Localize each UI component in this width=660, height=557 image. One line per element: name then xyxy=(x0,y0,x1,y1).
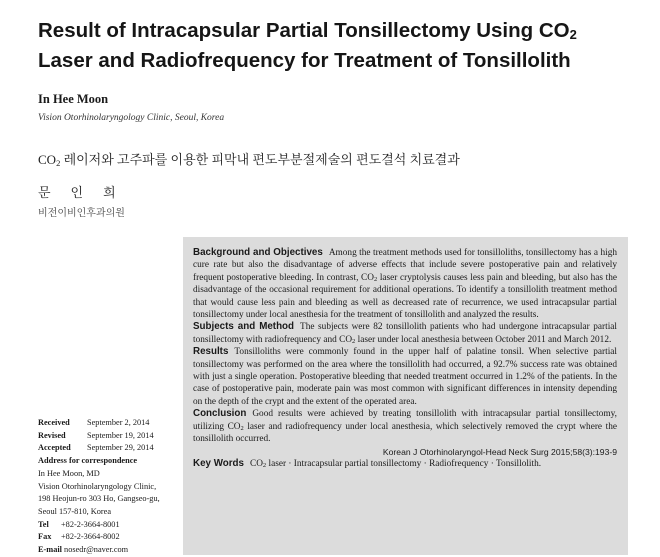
email-value: nosedr@naver.com xyxy=(64,545,129,555)
tel-value: +82-2-3664-8001 xyxy=(61,519,120,529)
conclusion-text-a: Good results were achieved by treating tonsillolith with intracapsular partial tonsillectomy, utilizing CO xyxy=(193,409,617,432)
keywords-text-b: laser · Intracapsular partial tonsillectomy · Radiofrequency · Tonsillolith. xyxy=(266,458,542,469)
abstract-results xyxy=(193,346,617,408)
keywords-heading: Key Words xyxy=(193,457,244,469)
keywords-text-a: CO xyxy=(250,458,263,469)
background-heading: Background and Objectives xyxy=(193,247,323,258)
subjects-text-b: laser under local anesthesia between October 2011 and March 2012. xyxy=(355,334,612,345)
accepted-date: September 29, 2014 xyxy=(87,443,154,453)
title-line1: Result of Intracapsular Partial Tonsillectomy Using CO xyxy=(38,19,570,42)
keywords-subscript: 2 xyxy=(262,461,267,469)
results-heading: Results xyxy=(193,346,229,358)
article-title xyxy=(38,16,648,76)
address-line: In Hee Moon, MD xyxy=(38,468,100,478)
results-text: Tonsilloliths were commonly found in the upper half of palatine tonsil. When selective partial tonsillectomy was performed on the area where the tonsillolith had occurred, a 92.7% success rate was obtained with just a single operation. Postoperative bleeding that needed treatment occurred in 1.2% of the patients. In the case of postoperative pain, moderate pain was most common with significant differences in intensity depending on the depth of the crypt and the extent of the operated area. xyxy=(193,347,617,407)
email-row xyxy=(38,544,188,557)
fax-label: Fax xyxy=(38,532,52,542)
tel-label: Tel xyxy=(38,519,49,529)
conclusion-heading: Conclusion xyxy=(193,408,247,420)
author-name-en: In Hee Moon xyxy=(38,92,109,106)
received-row xyxy=(38,417,188,430)
subjects-text-a: The subjects were 82 tonsillolith patients who had undergone intracapsular partial tonsillectomy with radiofrequency and CO xyxy=(193,322,617,345)
address-line: 198 Heojun-ro 303 Ho, Gangseo-gu, xyxy=(38,494,160,504)
abstract-keywords xyxy=(193,458,617,470)
abstract-box xyxy=(183,237,628,555)
address-line: Vision Otorhinolaryngology Clinic, xyxy=(38,481,157,491)
background-subscript: 2 xyxy=(373,275,378,283)
conclusion-subscript: 2 xyxy=(240,424,244,432)
fax-value: +82-2-3664-8002 xyxy=(61,532,120,542)
email-label: E-mail xyxy=(38,545,62,555)
accepted-label: Accepted xyxy=(38,443,71,453)
address-line: Seoul 157-810, Korea xyxy=(38,506,112,516)
title-subscript: 2 xyxy=(569,27,577,42)
title-korean xyxy=(38,149,460,168)
revised-label: Revised xyxy=(38,430,66,440)
author-name-kr: 문인희 xyxy=(38,185,136,200)
journal-citation: Korean J Otorhinolaryngol-Head Neck Surg 2015;58(3):193-9 xyxy=(382,446,617,457)
article-metadata xyxy=(38,417,188,557)
subjects-subscript: 2 xyxy=(352,337,356,345)
revised-row xyxy=(38,430,188,443)
title-kr-rest: 레이저와 고주파를 이용한 피막내 편도부분절제술의 편도결석 치료결과 xyxy=(60,152,460,167)
affiliation-en: Vision Otorhinolaryngology Clinic, Seoul, Korea xyxy=(38,113,225,123)
background-text-a: Among the treatment methods used for tonsilloliths, tonsillectomy has a high cure rate but also the disadvantage of adverse effects that include severe postoperative pain and relatively frequent postoperative bleeding. In contrast, CO xyxy=(193,248,617,283)
revised-date: September 19, 2014 xyxy=(87,430,154,440)
tel-row xyxy=(38,519,188,532)
subjects-heading: Subjects and Method xyxy=(193,321,295,333)
affiliation-kr: 비전이비인후과의원 xyxy=(38,208,125,219)
received-date: September 2, 2014 xyxy=(87,418,150,427)
title-kr-co: CO xyxy=(38,152,57,167)
abstract-conclusion xyxy=(193,408,617,445)
title-kr-subscript: 2 xyxy=(56,158,61,168)
background-text-b: laser cryptolysis causes less pain and bleeding, but also has the disadvantage of the occasional requirement for additional operations. To identify a tonsillolith treatment method that would cause less pain and bleeding as well as decreased rate of recurrence, we used intracapsular partial tonsillectomy under local anesthesia for the treatment of tonsillolith and analyzed the results. xyxy=(193,272,617,321)
conclusion-text-b: laser and radiofrequency under local anesthesia, which selectively removed the crypt where the tonsillolith occurred. xyxy=(193,421,617,445)
title-line2: Laser and Radiofrequency for Treatment of Tonsillolith xyxy=(38,49,571,72)
fax-row xyxy=(38,531,188,544)
abstract-subjects xyxy=(193,321,617,346)
accepted-row xyxy=(38,442,188,455)
correspondence-label: Address for correspondence xyxy=(38,456,138,466)
received-label: Received xyxy=(38,418,70,427)
abstract-background xyxy=(193,247,617,321)
